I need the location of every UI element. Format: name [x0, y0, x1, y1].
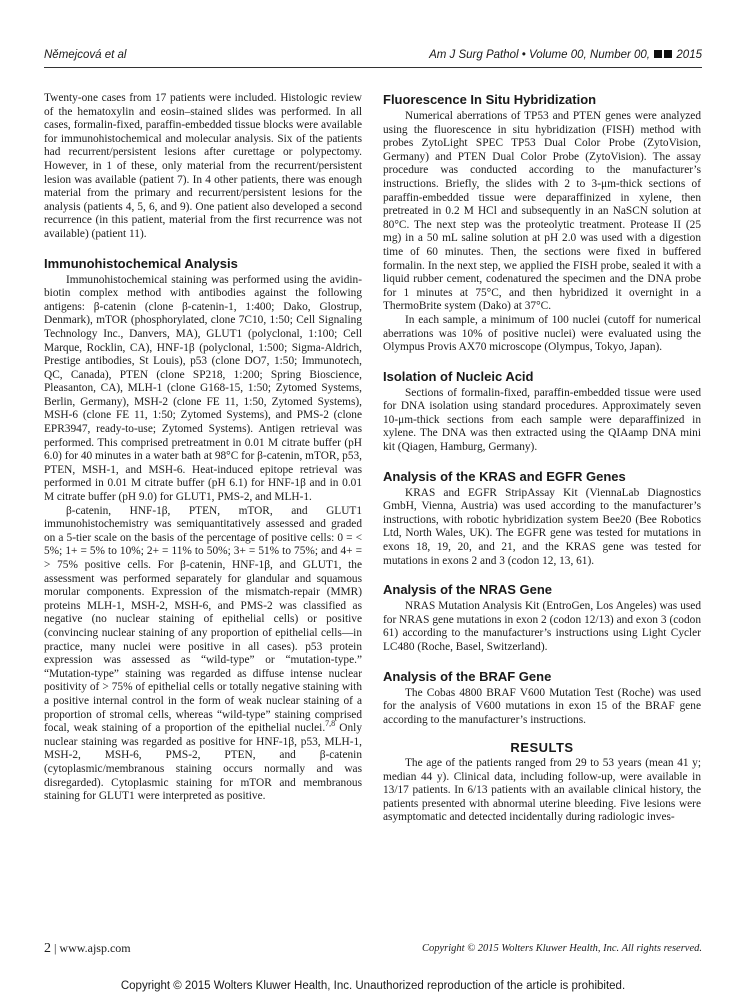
footer-page: 2 | www.ajsp.com	[44, 941, 131, 956]
header-year: 2015	[676, 49, 702, 61]
nucleic-acid-paragraph: Sections of formalin-fixed, paraffin-embedded tissue were used for DNA isolation using standard procedures. Approximately seven 10-μm-thick sections from each sample were deparaffinized in xylene. The DNA was then extracted using the QIAamp DNA mini kit (Qiagen, Hamburg, Germany).	[383, 386, 701, 454]
issue-square-icon	[664, 50, 672, 58]
footer-copyright: Copyright © 2015 Wolters Kluwer Health, Inc. All rights reserved.	[422, 943, 702, 954]
journal-website-link[interactable]: www.ajsp.com	[59, 941, 131, 955]
page-footer	[44, 941, 702, 961]
ihc-paragraph-2-text: β-catenin, HNF-1β, PTEN, mTOR, and GLUT1 immunohistochemistry was semiquantitatively assessed and graded on a 5-tier scale on the basis of the percentage of positive cells: 0 = < 5%; 1+ = 5% to 10%; 2+ = 11% to 50%; 3+ = 51% to 75%; and 4+ = > 75% positive cells. For β-catenin, HNF-1β, and GLUT1, the assessment was performed separately for glandular and squamous morular components. Expression of the mismatch-repair (MMR) proteins MLH-1, MSH-2, MSH-6, and PMS-2 was classified as negative (no nuclear staining of epithelial cells) or positive (convincing nuclear staining of any proportion of epithelial cells—in practice, many nuclei were positive in all cases). p53 protein expression was assessed as “wild-type” or “mutation-type.” “Mutation-type” staining was regarded as diffuse intense nuclear positivity of > 75% of epithelial cells or totally negative staining with a positive internal control in the form of weak nuclear staining of a proportion of stromal cells, whereas “wild-type” staining comprised focal, weak staining of a proportion of the epithelial nuclei.	[44, 504, 362, 735]
running-header	[44, 47, 702, 67]
left-column	[44, 92, 362, 804]
nras-heading: Analysis of the NRAS Gene	[383, 582, 553, 598]
ihc-heading: Immunohistochemical Analysis	[44, 255, 238, 271]
ihc-paragraph-2	[44, 505, 362, 804]
issue-square-icon	[654, 50, 662, 58]
results-paragraph: The age of the patients ranged from 29 to 53 years (mean 41 y; median 44 y). Clinical data, including follow-up, were available in 13/17 patients. In 6/13 patients with an available clinical history, the patients presented with abnormal uterine bleeding. Five lesions were asymptomatic and detected incidentally during radiologic inves-	[383, 756, 701, 824]
fish-heading: Fluorescence In Situ Hybridization	[383, 92, 597, 107]
header-authors: Němejcová et al	[44, 49, 127, 61]
right-column	[383, 92, 701, 825]
citation-ref: 7,8	[325, 719, 336, 729]
header-journal: Am J Surg Pathol	[429, 49, 519, 61]
fish-paragraph-1: Numerical aberrations of TP53 and PTEN genes were analyzed using the fluorescence in situ hybridization (FISH) method with probes ZytoLight SPEC TP53 Dual Color Probe (ZytoVision, Germany) and PTEN Dual Color Probe (ZytoVision). The assay procedure was conducted according to the manufacturer’s instructions. Briefly, the slides with 2 to 3-μm-thick sections of paraffin-embedded tissue were deparaffinized in xylene, then pretreated in 0.2 M HCl and subsequently in an NaSCN solution at 80°C. The next step was the proteolytic treatment. Protease II (25 mg) in a 50 mL saline solution at pH 2.0 was used with a digestion time of 60 minutes. Then, the sections were fixed in buffered formalin. In the next step, we applied the FISH probe, sealed it with a liquid rubber cement, codenatured the specimen and the DNA probe for 1 minutes at 75°C, and then hybridized it overnight in a ThermoBrite system (Dako) at 37°C.	[383, 110, 701, 313]
nras-paragraph: NRAS Mutation Analysis Kit (EntroGen, Los Angeles) was used for NRAS gene mutations in exon 2 (codon 12/13) and exon 3 (codon 61) according to the manufacturer’s instructions using Light Cycler LC480 (Roche, Basel, Switzerland).	[383, 600, 701, 653]
braf-heading: Analysis of the BRAF Gene	[383, 668, 552, 684]
braf-paragraph: The Cobas 4800 BRAF V600 Mutation Test (Roche) was used for the analysis of V600 mutations in exon 15 of the BRAF gene according to the manufacturer’s instructions.	[383, 686, 701, 726]
header-journal-info: Am J Surg Pathol • Volume 00, Number 00, 2015	[429, 49, 702, 61]
kras-egfr-heading: Analysis of the KRAS and EGFR Genes	[383, 468, 626, 484]
reproduction-notice: Copyright © 2015 Wolters Kluwer Health, Inc. Unauthorized reproduction of the article is prohibited.	[120, 980, 626, 992]
nucleic-acid-heading: Isolation of Nucleic Acid	[383, 368, 534, 384]
ihc-paragraph-2-end: Only nuclear staining was regarded as positive for HNF-1β, p53, MLH-1, MSH-2, MSH-6, PMS-2, PTEN, and β-catenin (cytoplasmic/membranous staining occurs normally and was disregarded). Cytoplasmic staining for mTOR and membranous staining for GLUT1 were interpreted as positive.	[44, 722, 362, 803]
kras-egfr-paragraph: KRAS and EGFR StripAssay Kit (ViennaLab Diagnostics GmbH, Vienna, Austria) was used according to the manufacturer’s instructions, with robotic hybridization system Bee20 (Bee Robotics Ltd, North Wales, UK). The EGFR gene was tested for mutations in exons 18, 19, 20, and 21, and the KRAS gene was tested for mutations in exons 2 and 3 (codon 12, 13, 61).	[383, 486, 701, 567]
results-heading: RESULTS	[510, 740, 574, 756]
header-rule	[44, 67, 702, 68]
fish-paragraph-2: In each sample, a minimum of 100 nuclei (cutoff for numerical aberrations was 10% of positive nuclei) were evaluated using the Olympus Provis AX70 microscope (Olympus, Tokyo, Japan).	[383, 313, 701, 354]
page-number: 2	[44, 941, 51, 956]
intro-paragraph: Twenty-one cases from 17 patients were included. Histologic review of the hematoxylin and eosin–stained slides was performed. In all cases, formalin-fixed, paraffin-embedded tissue blocks were available for immunohistochemical and molecular analysis. Six of the patients had recurrent/persistent lesions after curettage or polypectomy. However, in 1 of these, only material from the recurrent/persistent lesion was available (patient 7). In 4 other patients, there was enough material from the primary and recurrent/persistent lesions for the analysis (patients 4, 5, 6, and 9). One patient also developed a second recurrence (in this patient, material from the first recurrence was not available) (patient 11).	[44, 92, 362, 240]
header-volume: Volume 00, Number 00,	[528, 49, 650, 61]
ihc-paragraph-1: Immunohistochemical staining was performed using the avidin-biotin complex method with antibodies against the following antigens: β-catenin (clone β-catenin-1, 1:400; Dako, Glostrup, Denmark), mTOR (phosphorylated, clone 7C10, 1:50; Cell Signaling Technology Inc., Danvers, MA), GLUT1 (polyclonal, 1:100; Cell Marque, Rocklin, CA), HNF-1β (polyclonal, 1:500; Sigma-Aldrich, Prestige antibodies, St Louis), p53 (clone DO7, 1:50; Immunotech, QC, Canada), PTEN (clone SP218, 1:200; Spring Bioscience, Pleasanton, CA), MLH-1 (clone G168-15, 1:50; Zytomed Systems, Berlin, Germany), MSH-2 (clone FE 11, 1:50, Zytomed Systems), MSH-6 (clone FE 11, 1:50; Zytomed Systems), and PMS-2 (clone EPR3947, ready-to-use; Zytomed Systems). Antigen retrieval was performed. This comprised pretreatment in 0.01 M citrate buffer (pH 6.0) for 40 minutes in a water bath at 98°C for β-catenin, mTOR, p53, PTEN, MSH-1, and MSH-6. Heat-induced epitope retrieval was performed in 0.01 M citrate buffer (pH 6.1) for HNF-1β and in 0.01 M citrate buffer (pH 9.0) for GLUT1, PMS-2, and MLH-1.	[44, 273, 362, 504]
